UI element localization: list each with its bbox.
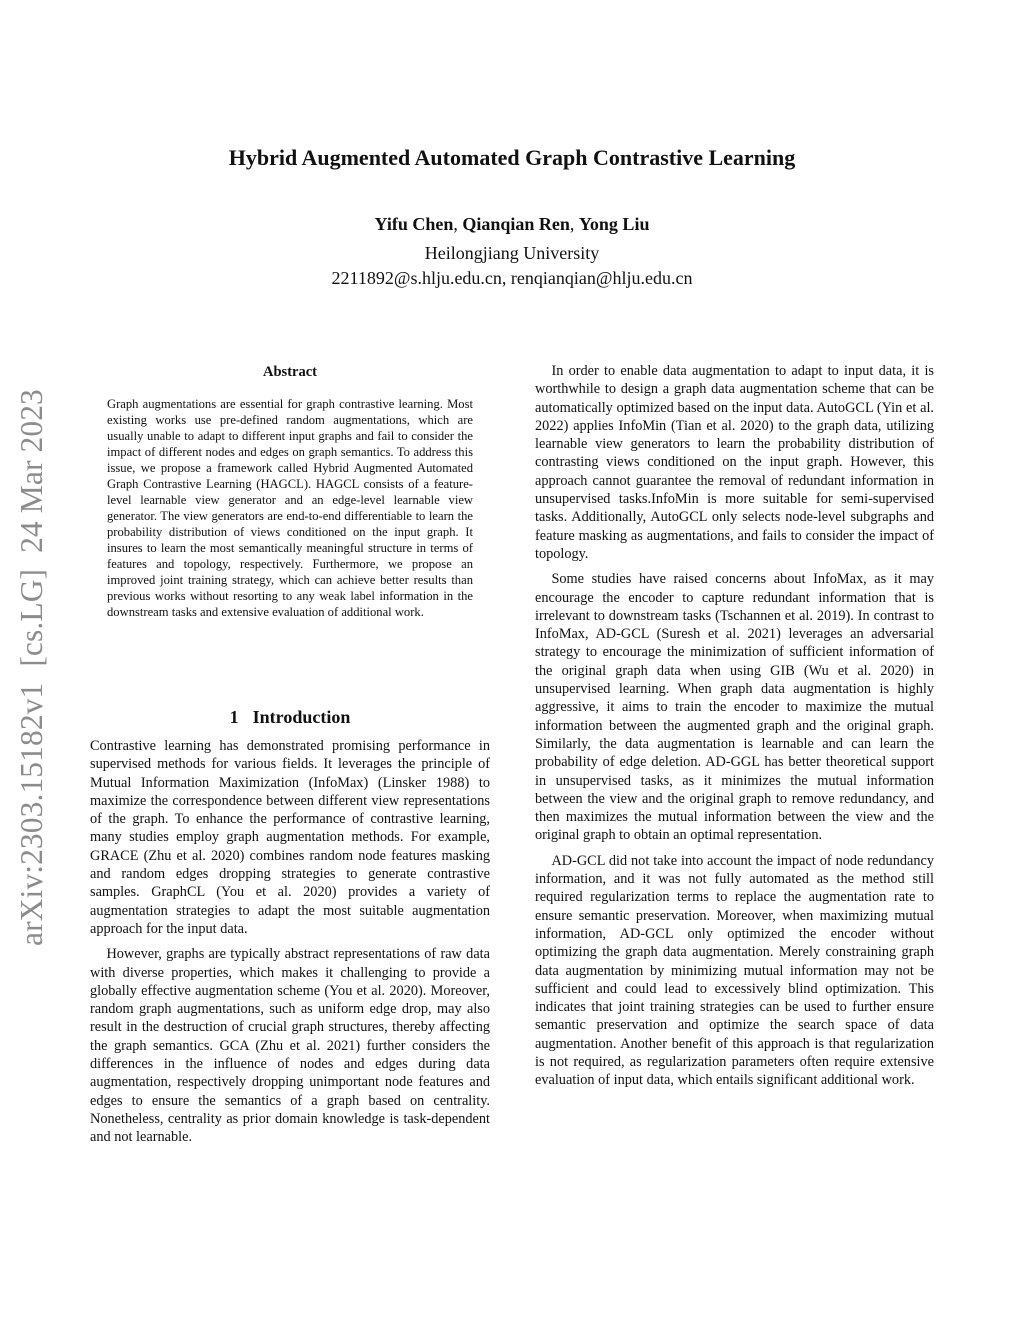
author-name: Yifu Chen: [374, 214, 454, 234]
body-paragraph: AD-GCL did not take into account the impact of node redundancy information, and it was not fully automated as the method still required regularization terms to replace the augmentation rate to ensure semantic preservation. Moreover, when maximizing mutual information, AD-GCL only optimized the encoder without optimizing the graph data augmentation. Merely constraining graph data augmentation by minimizing mutual information may not be sufficient and could lead to excessively blind optimization. This indicates that joint training strategies can be used to further ensure semantic preservation and optimize the search space of data augmentation. Another benefit of this approach is that regularization is not required, as regularization parameters often require extensive evaluation of input data, which entails significant additional work.: [535, 852, 934, 1089]
author-name: Yong Liu: [578, 214, 650, 234]
author-name: Qianqian Ren: [462, 214, 570, 234]
body-paragraph: In order to enable data augmentation to adapt to input data, it is worthwhile to design a graph data augmentation scheme that can be automatically optimized based on the input data. AutoGCL (Yin et al. 2022) applies InfoMin (Tian et al. 2020) to the graph data, utilizing learnable view generators to learn the probability distribution of contrasting views conditioned on the input graph. However, this approach cannot guarantee the removal of redundant information in unsupervised tasks.InfoMin is more suitable for semi-supervised tasks. Additionally, AutoGCL only selects node-level subgraphs and feature masking as augmentations, and fails to consider the impact of topology.: [535, 363, 934, 562]
body-paragraph: Contrastive learning has demonstrated promising performance in supervised methods for various fields. It leverages the principle of Mutual Information Maximization (InfoMax) (Linsker 1988) to maximize the correspondence between different view representations of the graph. To enhance the performance of contrastive learning, many studies employ graph augmentation methods. For example, GRACE (Zhu et al. 2020) combines random node features masking and random edges dropping strategies to generate contrastive samples. GraphCL (You et al. 2020) provides a variety of augmentation strategies to adapt the most suitable augmentation approach for the input data.: [90, 738, 490, 937]
arxiv-identifier-stamp: arXiv:2303.15182v1 [cs.LG] 24 Mar 2023: [14, 389, 49, 946]
author-list: Yifu Chen, Qianqian Ren, Yong Liu: [374, 214, 650, 234]
body-paragraph: Some studies have raised concerns about InfoMax, as it may encourage the encoder to capture redundant information that is irrelevant to downstream tasks (Tschannen et al. 2019). In contrast to InfoMax, AD-GCL (Suresh et al. 2021) leverages an adversarial strategy to encourage the minimization of sufficient information of the original graph data when using GIB (Wu et al. 2020) in unsupervised learning. When graph data augmentation is highly aggressive, it aims to train the encoder to maximize the mutual information between the augmented graph and the original graph. Similarly, the data augmentation is learnable and can learn the probability of edge deletion. AD-GGL has better theoretical support in unsupervised tasks, as it minimizes the mutual information between the view and the original graph to remove redundancy, and then maximizes the mutual information between the view and the original graph to obtain an optimal representation.: [535, 571, 934, 844]
abstract-body: [107, 396, 473, 620]
left-column-body: [90, 737, 490, 1147]
author-emails: 2211892@s.hlju.edu.cn, renqianqian@hlju.edu.cn: [331, 268, 693, 288]
affiliation: Heilongjiang University: [424, 243, 600, 263]
section-number: 1: [229, 707, 239, 727]
paper-title: Hybrid Augmented Automated Graph Contrastive Learning: [228, 145, 796, 170]
abstract-paragraph: Graph augmentations are essential for graph contrastive learning. Most existing works use pre-defined random augmentations, which are usually unable to adapt to different input graphs and fail to consider the impact of different nodes and edges on graph semantics. To address this issue, we propose a framework called Hybrid Augmented Automated Graph Contrastive Learning (HAGCL). HAGCL consists of a feature-level learnable view generator and an edge-level learnable view generator. The view generators are end-to-end differentiable to learn the probability distribution of views conditioned on the input graph. It insures to learn the most semantically meaningful structure in terms of features and topology, respectively. Furthermore, we propose an improved joint training strategy, which can achieve better results than previous works without resorting to any weak label information in the downstream tasks and extensive evaluation of additional work.: [107, 397, 473, 619]
abstract-heading: Abstract: [263, 364, 317, 380]
section-heading-introduction: [90, 707, 490, 728]
right-column-body: [535, 362, 934, 1090]
section-title: Introduction: [252, 707, 351, 727]
body-paragraph: However, graphs are typically abstract representations of raw data with diverse properties, which makes it challenging to provide a globally effective augmentation scheme (You et al. 2020). Moreover, random graph augmentations, such as uniform edge drop, may also result in the destruction of crucial graph structures, thereby affecting the graph semantics. GCA (Zhu et al. 2021) further considers the differences in the influence of nodes and edges during data augmentation, respectively dropping unimportant node features and edges to ensure the semantics of a graph based on centrality. Nonetheless, centrality as prior domain knowledge is task-dependent and not learnable.: [90, 946, 490, 1146]
